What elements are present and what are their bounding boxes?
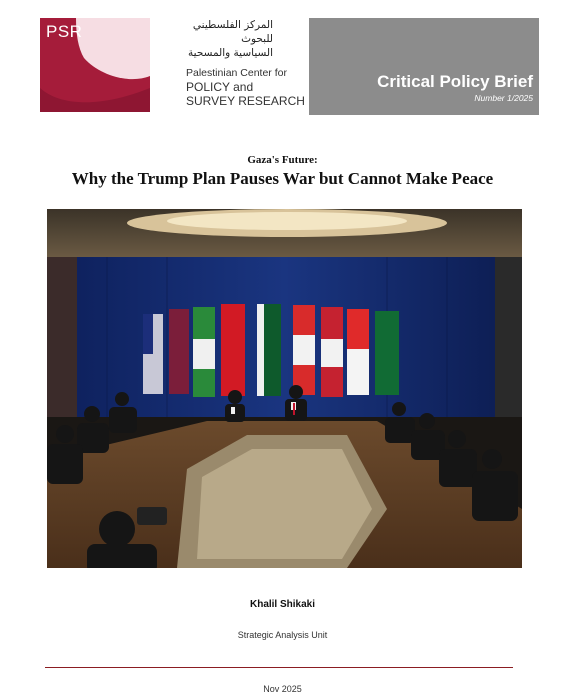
org-name-arabic-line: المركز الفلسطيني	[192, 19, 273, 31]
org-name-arabic	[188, 18, 273, 60]
cover-photo	[47, 209, 522, 568]
brief-number: Number 1/2025	[474, 93, 533, 103]
brief-banner	[309, 18, 539, 115]
unit-name: Strategic Analysis Unit	[237, 630, 328, 640]
document-subtitle: Gaza's Future:	[247, 154, 318, 166]
divider-line	[45, 667, 513, 668]
logo-text: PSR	[46, 22, 83, 41]
summit-meeting-image	[47, 209, 522, 568]
document-title: Why the Trump Plan Pauses War but Cannot Make Peace	[71, 169, 494, 188]
org-name-arabic-line: للبحوث	[241, 33, 273, 45]
brief-title: Critical Policy Brief	[377, 72, 533, 91]
org-name-english-line: SURVEY RESEARCH	[186, 94, 305, 108]
org-name-arabic-line: السياسية والمسحية	[188, 47, 273, 59]
publication-date: Nov 2025	[263, 684, 302, 694]
author-name: Khalil Shikaki	[249, 599, 316, 610]
psr-logo	[40, 18, 150, 112]
org-name-english-line: Palestinian Center for	[186, 67, 287, 79]
org-name-english-line: POLICY and	[186, 80, 254, 94]
org-name-english	[186, 66, 305, 108]
